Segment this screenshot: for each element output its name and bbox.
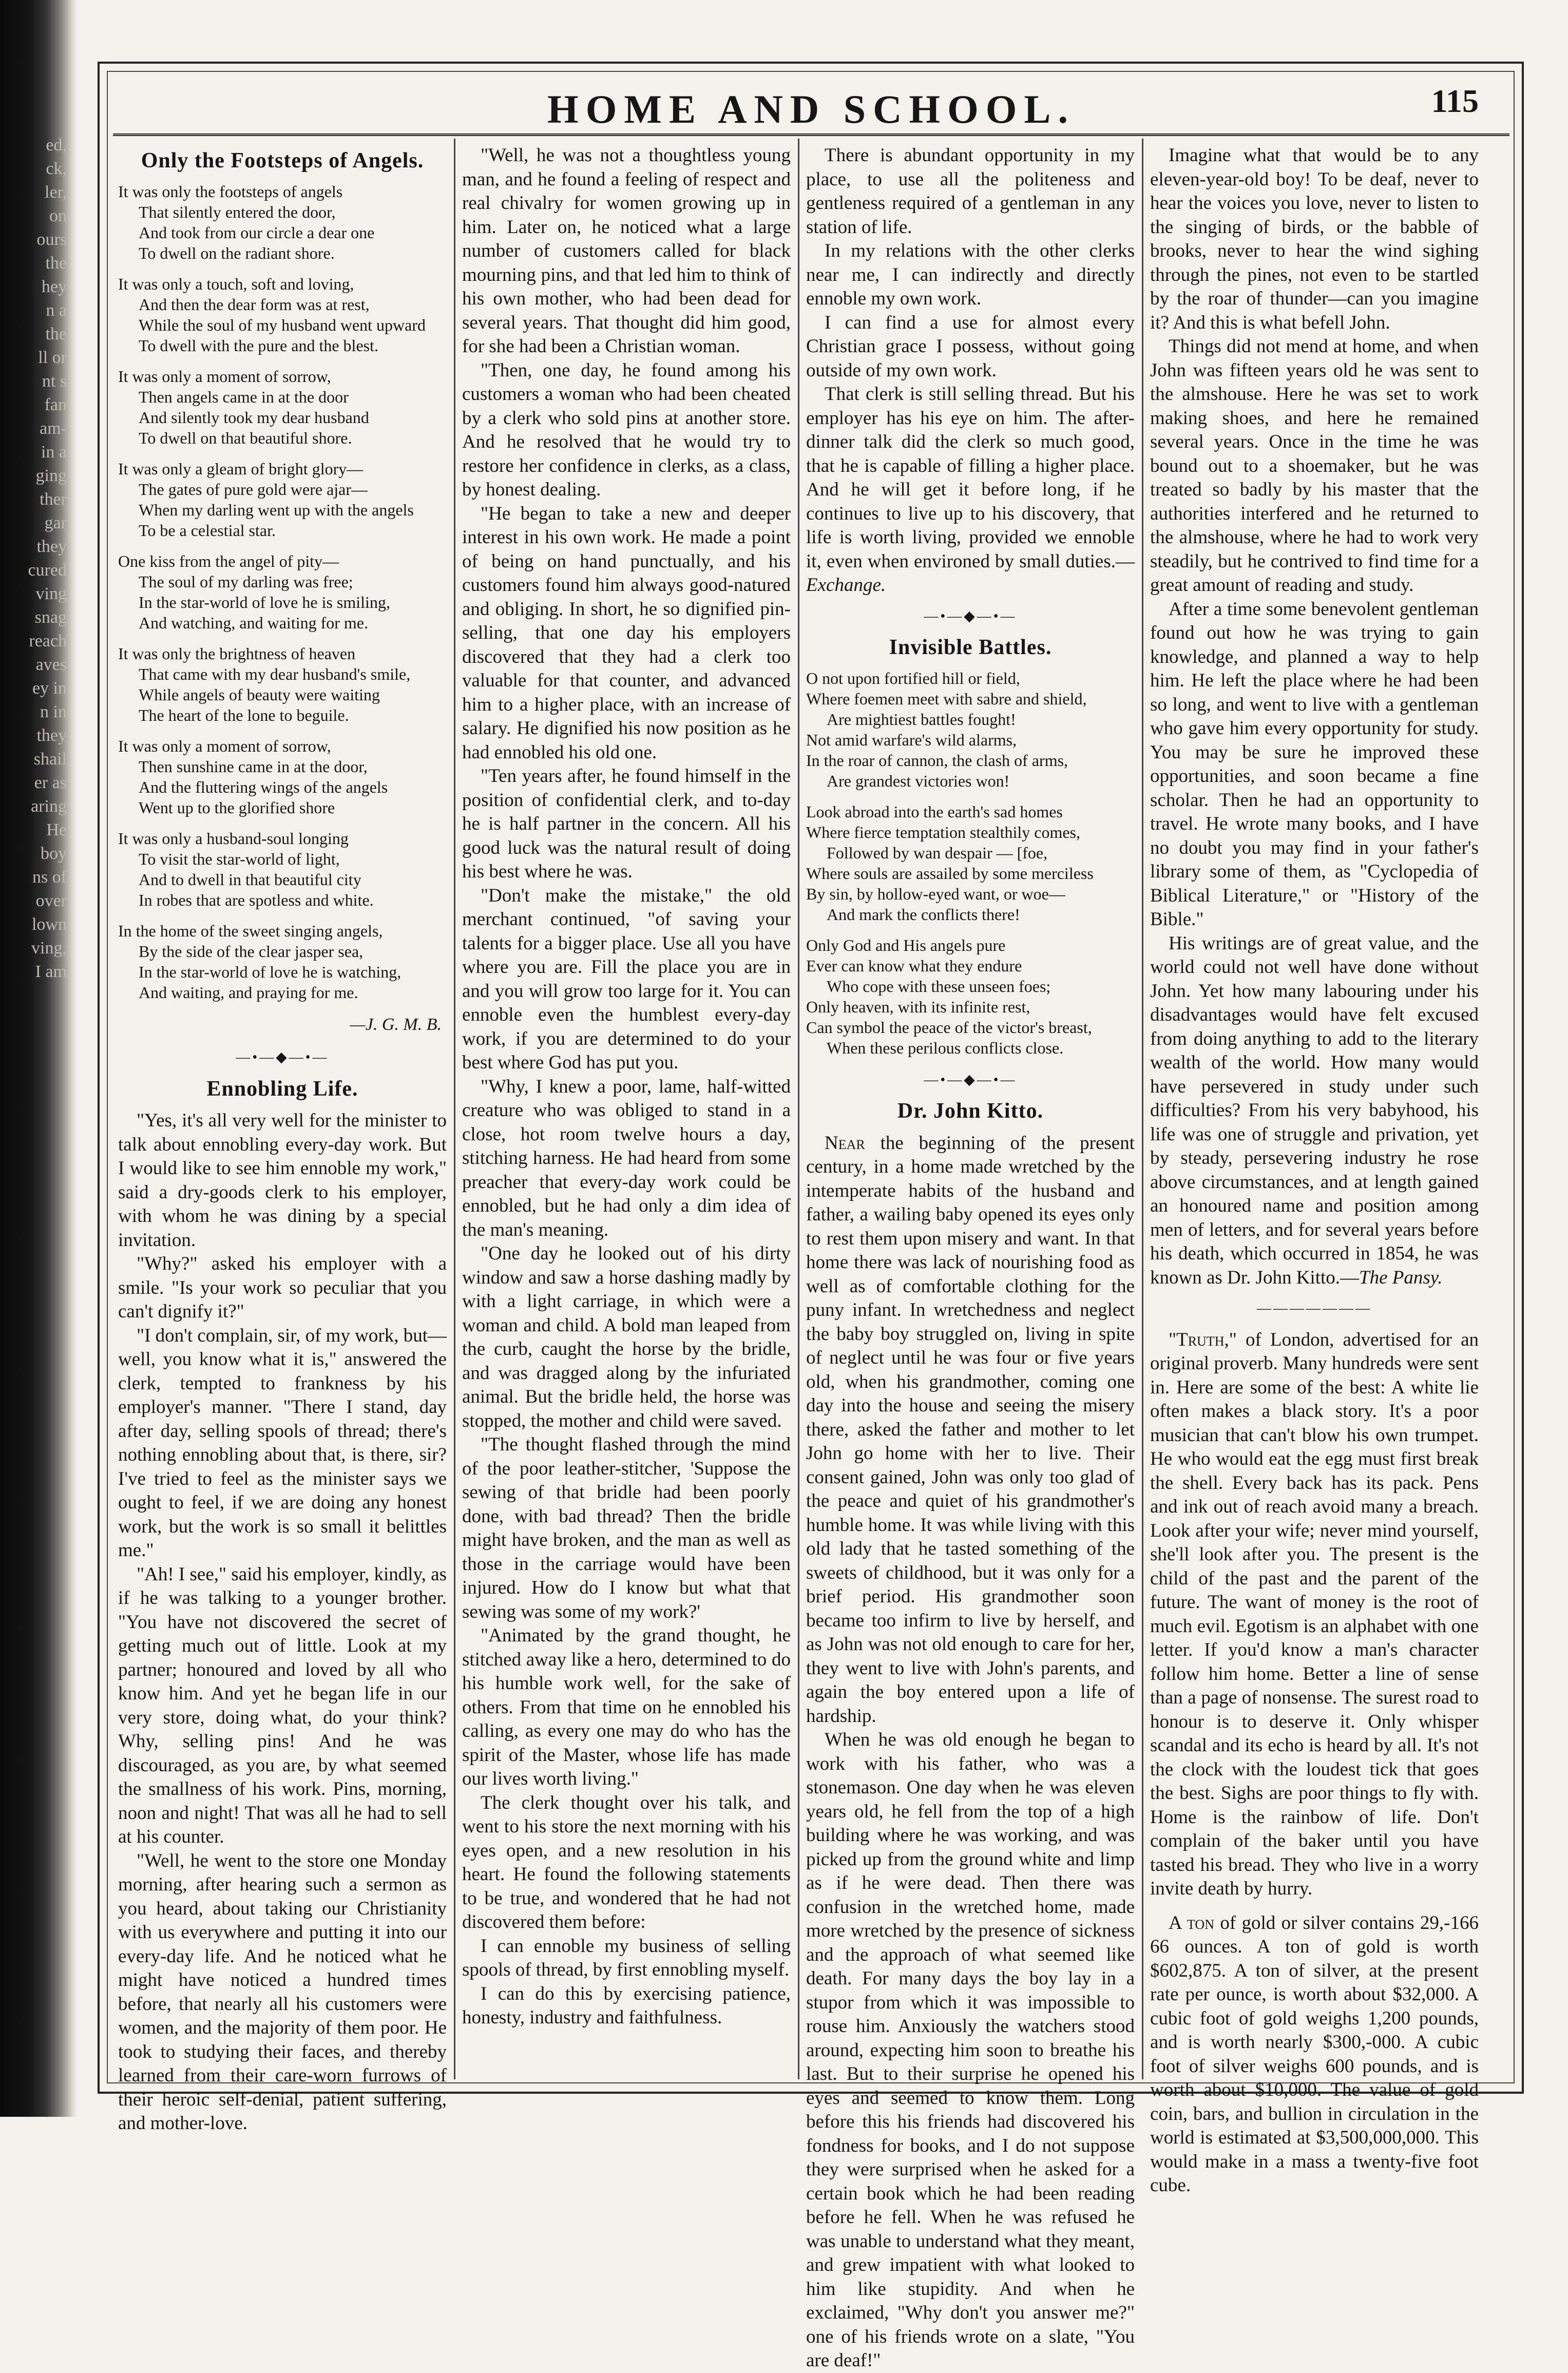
- poem-line: Only heaven, with its infinite rest,: [806, 997, 1030, 1016]
- paragraph: [462, 1982, 791, 2030]
- spine-fragment: ll or: [38, 348, 67, 367]
- paragraph: [1150, 932, 1479, 1290]
- poem-line: To dwell on that beautiful shore.: [139, 428, 352, 447]
- poem-line: Look abroad into the earth's sad homes: [806, 802, 1063, 821]
- spine-fragment: they: [36, 537, 67, 556]
- paragraph: [462, 502, 791, 765]
- column-rule: [1142, 139, 1143, 2079]
- spine-fragment: ours: [36, 230, 67, 249]
- spine-fragment: gar: [44, 513, 67, 532]
- poem-line: When these perilous conflicts close.: [827, 1038, 1064, 1057]
- paragraph-text: I can ennoble my business of selling spools of thread, by first ennobling myself.: [462, 1935, 791, 1980]
- poem-line: Are mightiest battles fought!: [827, 710, 1016, 729]
- article-body-kitto-cont: [1150, 144, 1479, 1290]
- article-body-ennobling-end: [806, 144, 1135, 598]
- paragraph: [1150, 598, 1479, 932]
- spine-fragment: cured: [28, 561, 67, 580]
- paragraph-text: In my relations with the other clerks near me, I can indirectly and directly ennoble my own work.: [806, 240, 1135, 309]
- spine-fragment: shail: [33, 750, 67, 769]
- spine-fragment: in a: [41, 443, 67, 462]
- poem-line: In the home of the sweet singing angels,: [118, 921, 383, 940]
- paragraph: [806, 1132, 1135, 1729]
- kitto-lead: Near: [825, 1132, 865, 1154]
- paragraph-text: "Yes, it's all very well for the minister to talk about ennobling every-day work. But I would like to see him ennoble my work," said a dry-goods clerk to his employer, with whom he was dining by a special invitation.: [118, 1110, 447, 1251]
- poem-line: That silently entered the door,: [139, 202, 336, 221]
- poem-line: And waiting, and praying for me.: [139, 983, 358, 1002]
- section-divider: —•—◆—•—: [924, 1071, 1017, 1088]
- poem-line: It was only a moment of sorrow,: [118, 736, 331, 755]
- article-title-ennobling: Ennobling Life.: [206, 1077, 358, 1101]
- column-1: [118, 144, 447, 2134]
- poem-stanza: [118, 643, 447, 725]
- paragraph: [462, 764, 791, 884]
- paragraph-text: "I don't complain, sir, of my work, but—well, you know what it is," answered the clerk, tempted to frankness by his employer's manner. "There I stand, day after day, selling spools of thread; there's nothing ennobling about that, is there, sir? I've tried to feel as the minister says we ought to feel, if we are doing any honest work, but the work is so small it belittles me.": [118, 1325, 447, 1561]
- page-header: [113, 77, 1509, 136]
- poem-line: In robes that are spotless and white.: [139, 890, 374, 909]
- column-2: [462, 144, 791, 2074]
- spine-fragment: ed,: [46, 136, 67, 155]
- article-body-kitto: [806, 1132, 1135, 2373]
- poem-line: It was only the footsteps of angels: [118, 182, 343, 201]
- poem-line: Ever can know what they endure: [806, 956, 1022, 975]
- poem-stanza: [118, 828, 447, 910]
- spine-fragment: er as: [34, 773, 67, 792]
- paragraph-text: That clerk is still selling thread. But his employer has his eye on him. The after-dinner talk did the clerk so much good, that he is capable of filling a higher place. And he will get it before long, if he continues to live up to his discovery, that life is worth living, provided we ennoble it, even when environed by small duties.—: [806, 384, 1135, 572]
- poem-line: And mark the conflicts there!: [827, 905, 1020, 924]
- spine-fragment: they: [36, 726, 67, 745]
- paragraph: [462, 1624, 791, 1791]
- spine-fragment: He: [46, 820, 67, 839]
- masthead-title: HOME AND SCHOOL.: [547, 87, 1075, 131]
- paragraph-text: "He began to take a new and deeper interest in his own work. He made a point of being on hand punctually, and his customers found him always good-natured and obliging. In short, he so dignified pin-selling, that one day his employers discovered that they had a clerk too valuable for that counter, and advanced him to a higher place, with an increase of salary. He dignified his now position as he had ennobled his old one.: [462, 503, 791, 763]
- poem-line: By sin, by hollow-eyed want, or woe—: [806, 884, 1065, 903]
- poem-stanza: [118, 458, 447, 541]
- paragraph-text: "Ah! I see," said his employer, kindly, as if he was talking to a younger brother. "You have not discovered the secret of getting much out of little. Look at my partner; honoured and loved by all who know him. And yet he began life in our very store, doing what, do your think? Why, selling pins! And he was discouraged, as you are, by what seemed the smallness of his work. Pins, morning, noon and night! That was all he had to sell at his counter.: [118, 1563, 447, 1847]
- paragraph: [118, 1324, 447, 1563]
- poem-stanza: [806, 801, 1135, 925]
- poem-title-invisible: Invisible Battles.: [889, 636, 1052, 659]
- paragraph-text: "Animated by the grand thought, he stitched away like a hero, determined to do his humble work well, for the sake of others. From that time on he ennobled his calling, as every one may do who has the spirit of the Master, whose life has made our lives worth living.": [462, 1625, 791, 1789]
- column-4: [1150, 144, 1479, 2196]
- poem-line: And watching, and waiting for me.: [139, 613, 368, 632]
- gold-lead: A ton: [1169, 1912, 1214, 1934]
- article-source: The Pansy.: [1359, 1267, 1443, 1288]
- spine-fragment: the: [45, 254, 67, 273]
- poem-title-footsteps: Only the Footsteps of Angels.: [141, 149, 424, 173]
- poem-line: That came with my dear husband's smile,: [139, 664, 411, 683]
- spine-fragment: aring: [31, 797, 67, 816]
- truth-text: of London, advertised for an original proverb. Many hundreds were sent in. Here are some of the best: A white lie often makes a black story. It's a poor musician that can't blow his own trumpet. He who would eat the egg must first break the shell. Every back has its pack. Pens and ink out of reach avoid many a breach. Look after your wife; never mind yourself, she'll look after you. The present is the child of the past and the parent of the future. The want of money is the root of much evil. Egotism is an alphabet with one letter. If you'd know a man's character follow him home. Better a line of sense than a page of nonsense. The surest road to honour is to deserve it. Only whisper scandal and its echo is heard by all. It's not the clock with the loudest tick that goes the best. Sighs are poor things to fly with. Home is the rainbow of life. Don't complain of the baker until you have tasted his bread. They who live in a worry invite death by hurry.: [1150, 1329, 1479, 1899]
- poem-line: And then the dear form was at rest,: [139, 295, 370, 314]
- spine-fragment: reach: [29, 631, 67, 650]
- poem-signature: —J. G. M. B.: [350, 1015, 442, 1034]
- poem-line: Then sunshine came in at the door,: [139, 757, 368, 776]
- spine-fragment: ther: [40, 490, 67, 509]
- spine-fragment: over: [35, 891, 67, 910]
- poem-line: Only God and His angels pure: [806, 935, 1006, 954]
- poem-line: And silently took my dear husband: [139, 408, 369, 427]
- poem-line: O not upon fortified hill or field,: [806, 668, 1020, 687]
- poem-line: The heart of the lone to beguile.: [139, 705, 349, 724]
- poem-line: Where fierce temptation stealthily comes,: [806, 822, 1080, 841]
- spine-fragment: am-: [40, 419, 67, 438]
- poem-line: To be a celestial star.: [139, 521, 276, 540]
- column-rule: [454, 139, 455, 2079]
- poem-line: While angels of beauty were waiting: [139, 685, 380, 704]
- spine-fragment: ey in: [32, 679, 67, 698]
- paragraph: [118, 1109, 447, 1252]
- poem-line: Who cope with these unseen foes;: [827, 977, 1051, 996]
- poem-line: To visit the star-world of light,: [139, 849, 340, 868]
- truth-proverbs: [1150, 1328, 1479, 1901]
- paragraph-text: "Don't make the mistake," the old merchant continued, "of saving your talents for a bigger place. Use all you have where you are. Fill the place you are in and you will grow too large for it. You can ennoble even the humblest every-day work, if you are determined to do your best where God has put you.: [462, 885, 791, 1073]
- gold-facts: [1150, 1911, 1479, 2198]
- truth-lead: "Truth,": [1169, 1329, 1237, 1350]
- spine-fragment: hey: [41, 277, 67, 296]
- poem-stanza: [118, 736, 447, 818]
- paragraph-text: His writings are of great value, and the world could not well have done without John. Yet how many labouring under his disadvantages would have felt excused from doing anything to add to the literary wealth of the world. How many would have persevered in study under such difficulties? From his very babyhood, his life was one of struggle and privation, yet by steady, persevering industry he rose above circumstances, and at length gained an honoured name and position among men of letters, and for several years before his death, which occurred in 1854, he was known as Dr. John Kitto.—: [1150, 932, 1479, 1288]
- paragraph: [462, 1433, 791, 1624]
- poem-line: To dwell with the pure and the blest.: [139, 336, 378, 355]
- poem-line: Not amid warfare's wild alarms,: [806, 730, 1017, 749]
- poem-line: Went up to the glorified shore: [139, 798, 335, 817]
- spine-fragment: ck,: [46, 159, 67, 178]
- section-divider: ———————: [1257, 1300, 1372, 1316]
- paragraph-text: "Then, one day, he found among his customers a woman who had been cheated by a clerk who sold pins at another store. And he resolved that he would try to restore her confidence in clerks, as a class, by honest dealing.: [462, 359, 791, 500]
- spine-fragment: nt s: [42, 372, 67, 391]
- paragraph-text: After a time some benevolent gentleman found out how he was trying to gain knowledge, and planned a way to help him. He left the place where he had been so long, and went to live with a gentleman who gave him every opportunity for study. You may be sure he improved these opportunities, and soon became a fine scholar. Then he had an opportunity to travel. He wrote many books, and I have no doubt you may find in your father's library some of them, as "Cyclopedia of Biblical Literature," or "History of the Bible.": [1150, 598, 1479, 930]
- poem-line: It was only the brightness of heaven: [118, 644, 356, 663]
- spine-fragment: ler,: [45, 183, 67, 202]
- poem-stanza: [118, 274, 447, 356]
- poem-line: It was only a moment of sorrow,: [118, 367, 331, 386]
- paragraph: [462, 359, 791, 502]
- poem-line: Where foemen meet with sabre and shield,: [806, 689, 1087, 708]
- poem-line: In the roar of cannon, the clash of arms,: [806, 751, 1068, 770]
- paragraph: [1150, 335, 1479, 598]
- article-source: Exchange.: [806, 575, 886, 596]
- poem-stanza: [118, 366, 447, 448]
- poem-line: The soul of my darling was free;: [139, 572, 353, 591]
- poem-line: Followed by wan despair — [foe,: [827, 843, 1048, 862]
- spine-fragment: ns of: [32, 868, 67, 887]
- poem-line: One kiss from the angel of pity—: [118, 551, 339, 570]
- paragraph: [462, 1935, 791, 1982]
- spine-fragment: on: [49, 206, 67, 225]
- paragraph: [1150, 144, 1479, 335]
- spine-fragment: ging: [35, 466, 67, 485]
- poem-stanza: [118, 921, 447, 1003]
- paragraph-text: "Well, he went to the store one Monday morning, after hearing such a sermon as you heard, about taking our Christianity with us everywhere and putting it into our every-day life. And he noticed what he might have noticed a hundred times before, that nearly all his customers were women, and the majority of them poor. He took to studying their faces, and thereby learned from their care-worn furrows of their heroic self-denial, patient suffering, and mother-love.: [118, 1850, 447, 2134]
- paragraph-text: the beginning of the present century, in a home made wretched by the intemperate habits of the husband and father, a wailing baby opened its eyes only to rest them upon misery and want. In that home there was lack of nourishing food as well as of comfortable clothing for the puny infant. In wretchedness and neglect the baby boy struggled on, living in spite of neglect until he was four or five years old, when his grandmother, coming one day into the house and seeing the misery there, asked the father and mother to let John go home with her to live. Their consent gained, John was only too glad of the peace and quiet of his grandmother's humble home. It was while living with this old lady that he tasted something of the sweets of childhood, but it was only for a brief period. His grandmother soon became too infirm to live by herself, and as John was not old enough to care for her, they went to live with John's parents, and again the boy entered upon a life of hardship.: [806, 1132, 1135, 1727]
- paragraph: [462, 1075, 791, 1242]
- page-number: 115: [1431, 83, 1479, 119]
- paragraph-text: "The thought flashed through the mind of the poor leather-stitcher, 'Suppose the sewing of that bridle had been poorly done, with bad thread? Then the bridle might have broken, and the man as well as those in the carriage would have been injured. How do I know but what that sewing was some of my work?': [462, 1434, 791, 1622]
- column-rule: [798, 139, 799, 2079]
- spine-fragment: the: [45, 324, 67, 343]
- poem-stanza: [118, 181, 447, 263]
- gold-text: of gold or silver contains 29,-166 66 ounces. A ton of gold is worth $602,875. A ton of silver, at the present rate per ounce, is worth about $32,000. A cubic foot of gold weighs 1,200 pounds, and is worth nearly $300,-000. A cubic foot of silver weighs 600 pounds, and is worth about $10,000. The value of gold coin, bars, and bullion in circulation in the world is estimated at $3,500,000,000. This would make in a mass a twenty-five foot cube.: [1150, 1912, 1479, 2196]
- paragraph-text: I can find a use for almost every Christian grace I possess, without going outside of my own work.: [806, 312, 1135, 381]
- paragraph-text: "One day he looked out of his dirty window and saw a horse dashing madly by with a light carriage, in which were a woman and child. A bold man leaped from the curb, caught the horse by the bridle, and was dragged along by the infuriated animal. But the bridle held, the horse was stopped, the mother and child were saved.: [462, 1243, 791, 1431]
- paragraph-text: There is abundant opportunity in my place, to use all the politeness and gentleness required of a gentleman in any station of life.: [806, 145, 1135, 238]
- paragraph-text: "Why, I knew a poor, lame, half-witted creature who was obliged to stand in a close, hot room twelve hours a day, stitching harness. He had heard from some preacher that every-day work could be ennobled, but he had only a dim idea of the man's meaning.: [462, 1076, 791, 1240]
- spine-fragment: fan: [44, 395, 67, 414]
- paragraph: [118, 1563, 447, 1849]
- paragraph-text: Imagine what that would be to any eleven-year-old boy! To be deaf, never to hear the voices you love, never to listen to the singing of birds, or the babble of brooks, never to hear the wind sighing through the pines, not even to be startled by the roar of thunder—can you imagine it? And this is what befell John.: [1150, 145, 1479, 333]
- paragraph: [462, 1242, 791, 1433]
- section-divider: —•—◆—•—: [236, 1049, 329, 1065]
- poem-line: By the side of the clear jasper sea,: [139, 942, 364, 961]
- paragraph: [806, 239, 1135, 311]
- paragraph-text: The clerk thought over his talk, and went to his store the next morning with his eyes open, and a new resolution in his heart. He found the following statements to be true, and wondered that he had not discovered them before:: [462, 1792, 791, 1932]
- poem-line: In the star-world of love he is watching,: [139, 962, 401, 981]
- poem-line: It was only a touch, soft and loving,: [118, 274, 354, 293]
- poem-stanza: [118, 551, 447, 633]
- spine-fragment: I am: [35, 962, 67, 981]
- spine-fragment: n in: [40, 702, 67, 721]
- poem-line: And the fluttering wings of the angels: [139, 777, 388, 796]
- adjacent-page-fragments: [0, 133, 67, 984]
- poem-line: It was only a husband-soul longing: [118, 829, 349, 848]
- paragraph: [118, 1849, 447, 2136]
- spine-fragment: lown: [32, 915, 67, 934]
- poem-line: While the soul of my husband went upward: [139, 315, 426, 334]
- poem-line: The gates of pure gold were ajar—: [139, 480, 368, 499]
- paragraph-text: Things did not mend at home, and when John was fifteen years old he was sent to the almshouse. Here he was set to work making shoes, and here he remained several years. Once in the time he was bound out to a shoemaker, but he was treated so badly by his master that the authorities interfered and he returned to the almshouse, where he had to work very steadily, but he contrived to find time for a great amount of reading and study.: [1150, 336, 1479, 596]
- paragraph: [806, 144, 1135, 239]
- paragraph: [462, 1791, 791, 1935]
- poem-stanza: [806, 668, 1135, 791]
- article-body-ennobling-cont: [462, 144, 791, 2030]
- spine-fragment: ving,: [31, 939, 67, 958]
- poem-line: It was only a gleam of bright glory—: [118, 459, 364, 478]
- poem-line: Can symbol the peace of the victor's breast,: [806, 1018, 1092, 1037]
- poem-invisible-battles: [806, 668, 1135, 1058]
- paragraph: [118, 1252, 447, 1324]
- article-body-ennobling: [118, 1109, 447, 2136]
- poem-line: Then angels came in at the door: [139, 387, 349, 406]
- spine-fragment: aves: [35, 655, 67, 674]
- paragraph-text: When he was old enough he began to work with his father, who was a stonemason. One day when he was eleven years old, he fell from the top of a high building where he was working, and was picked up from the ground white and limp as if he were dead. Then there was confusion in the wretched home, made more wretched by the presence of sickness and the approach of what seemed like death. For many days the boy lay in a stupor from which it was impossible to rouse him. Anxiously the watchers stood around, expecting him soon to breathe his last. But to their surprise he opened his eyes and seemed to know them. Long before this his friends had discovered his fondness for books, and I do not suppose they were surprised when he asked for a certain book which he had been reading before he fell. When he was refused he was unable to understand what they meant, and grew impatient with what looked to him like stupidity. And when he exclaimed, "Why don't you answer me?" one of his friends wrote on a slate, "You are deaf!": [806, 1729, 1135, 2371]
- poem-line: Are grandest victories won!: [827, 771, 1010, 790]
- spine-fragment: n a: [46, 301, 67, 320]
- section-divider: —•—◆—•—: [924, 608, 1017, 624]
- paragraph-text: "Why?" asked his employer with a smile. "Is your work so peculiar that you can't dignify it?": [118, 1253, 447, 1322]
- spine-fragment: snag: [34, 608, 67, 627]
- spine-fragment: boy: [41, 844, 67, 863]
- poem-line: And to dwell in that beautiful city: [139, 870, 361, 889]
- paragraph: [806, 382, 1135, 598]
- poem-line: In the star-world of love he is smiling,: [139, 592, 390, 611]
- paragraph-text: "Well, he was not a thoughtless young man, and he found a feeling of respect and real chivalry for women growing up in him. Later on, he noticed what a large number of customers called for black mourning pins, and that led him to think of his own mother, who had been dead for several years. That thought did him good, for she had been a Christian woman.: [462, 145, 791, 357]
- poem-line: When my darling went up with the angels: [139, 500, 414, 519]
- paragraph: [806, 311, 1135, 383]
- paragraph: [462, 884, 791, 1075]
- poem-stanza: [806, 935, 1135, 1058]
- article-title-kitto: Dr. John Kitto.: [897, 1099, 1044, 1123]
- paragraph: [806, 1728, 1135, 2373]
- poem-line: And took from our circle a dear one: [139, 223, 375, 242]
- paragraph: [462, 144, 791, 359]
- poem-line: Where souls are assailed by some merciless: [806, 864, 1094, 883]
- poem-line: To dwell on the radiant shore.: [139, 243, 335, 262]
- poem-footsteps: [118, 181, 447, 1003]
- paragraph-text: "Ten years after, he found himself in the position of confidential clerk, and to-day he is half partner in the concern. All his good luck was the natural result of doing his best where he was.: [462, 766, 791, 882]
- spine-fragment: ving: [35, 584, 67, 603]
- column-3: [806, 144, 1135, 2371]
- paragraph-text: I can do this by exercising patience, honesty, industry and faithfulness.: [462, 1983, 791, 2028]
